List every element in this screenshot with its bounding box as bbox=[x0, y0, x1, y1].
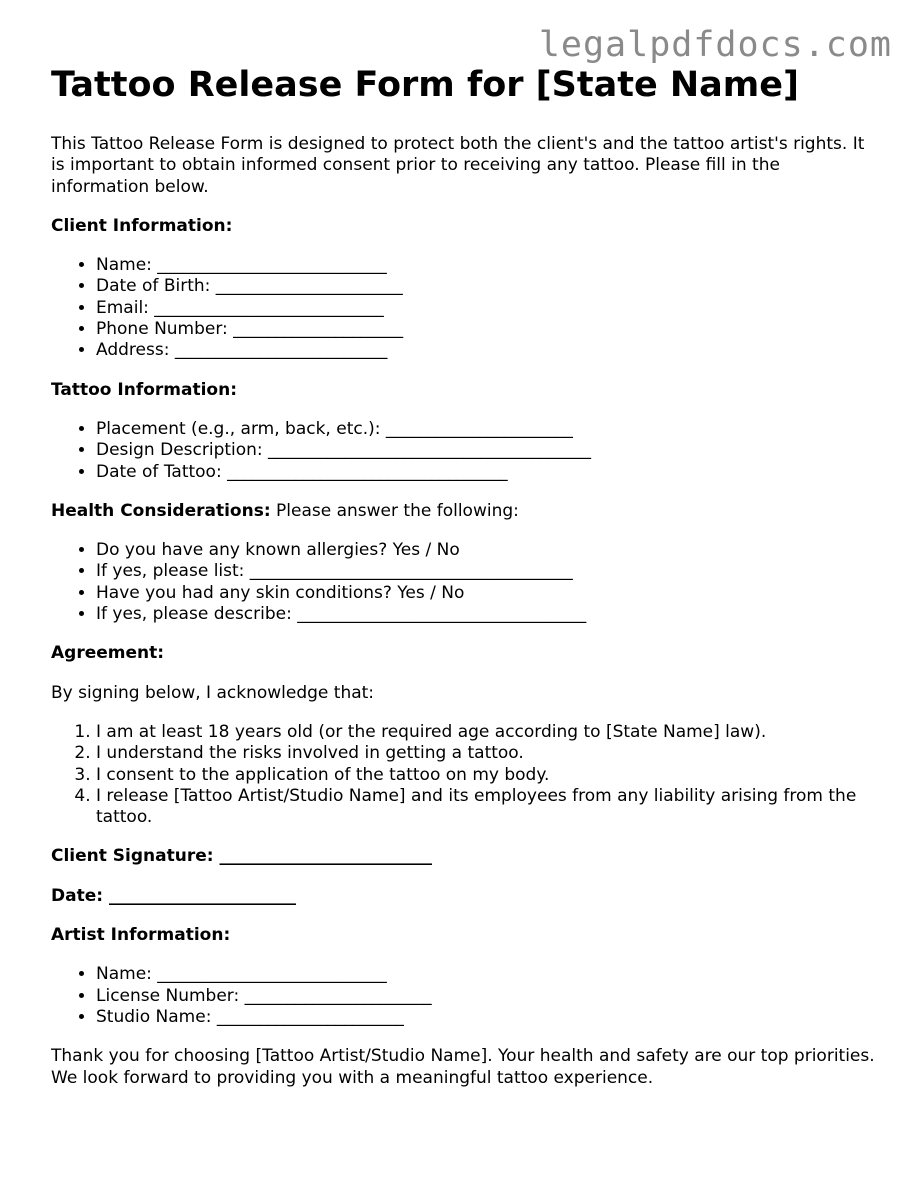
agreement-list bbox=[51, 722, 881, 828]
skin-conditions-question[interactable]: • Have you had any skin conditions? Yes / No bbox=[96, 583, 881, 604]
artist-name-field[interactable]: • Name: ___________________________ bbox=[96, 964, 881, 985]
document-page bbox=[51, 64, 881, 1107]
allergies-question[interactable]: • Do you have any known allergies? Yes / No bbox=[96, 540, 881, 561]
page-title: Tattoo Release Form for [State Name] bbox=[51, 65, 800, 105]
agreement-heading bbox=[51, 643, 881, 664]
health-intro-text: Please answer the following: bbox=[270, 500, 519, 521]
artist-info-heading bbox=[51, 925, 881, 946]
agreement-item: 1. I am at least 18 years old (or the required age according to [State Name] law). bbox=[96, 722, 881, 743]
client-address-field[interactable]: • Address: _________________________ bbox=[96, 340, 881, 361]
health-heading bbox=[51, 501, 881, 522]
health-heading-text: Health Considerations: bbox=[51, 500, 271, 521]
tattoo-info-heading-text: Tattoo Information: bbox=[51, 379, 238, 400]
client-info-list bbox=[51, 255, 881, 361]
closing-paragraph: Thank you for choosing [Tattoo Artist/Studio Name]. Your health and safety are our top priorities. We look forward to providing you with a meaningful tattoo experience. bbox=[51, 1046, 875, 1088]
client-phone-field[interactable]: • Phone Number: ____________________ bbox=[96, 319, 881, 340]
client-signature-text: Client Signature: _________________________ bbox=[51, 846, 432, 867]
tattoo-info-heading bbox=[51, 380, 881, 401]
artist-license-field[interactable]: • License Number: ______________________ bbox=[96, 986, 881, 1007]
tattoo-placement-field[interactable]: • Placement (e.g., arm, back, etc.): ______________________ bbox=[96, 419, 881, 440]
health-list bbox=[51, 540, 881, 625]
client-signature-line[interactable] bbox=[51, 846, 881, 867]
client-dob-field[interactable]: • Date of Birth: ______________________ bbox=[96, 276, 881, 297]
skin-conditions-field[interactable]: • If yes, please describe: __________________________________ bbox=[96, 604, 881, 625]
agreement-item: 3. I consent to the application of the tattoo on my body. bbox=[96, 765, 881, 786]
intro-paragraph: This Tattoo Release Form is designed to protect both the client's and the tattoo artist's rights. It is important to obtain informed consent prior to receiving any tattoo. Please fill in the information below. bbox=[51, 134, 865, 197]
client-info-heading bbox=[51, 216, 881, 237]
tattoo-info-list bbox=[51, 419, 881, 483]
client-info-heading-text: Client Information: bbox=[51, 215, 233, 236]
client-email-field[interactable]: • Email: ___________________________ bbox=[96, 298, 881, 319]
artist-info-list bbox=[51, 964, 881, 1028]
agreement-item: 2. I understand the risks involved in getting a tattoo. bbox=[96, 743, 881, 764]
client-name-field[interactable]: • Name: ___________________________ bbox=[96, 255, 881, 276]
watermark: legalpdfdocs.com bbox=[538, 25, 892, 65]
allergies-list-field[interactable]: • If yes, please list: ______________________________________ bbox=[96, 561, 881, 582]
artist-info-heading-text: Artist Information: bbox=[51, 925, 231, 946]
signature-date-line[interactable] bbox=[51, 886, 881, 907]
agreement-heading-text: Agreement: bbox=[51, 643, 165, 664]
agreement-item: 4. I release [Tattoo Artist/Studio Name] and its employees from any liability arising from the tattoo. bbox=[96, 786, 881, 829]
agreement-intro: By signing below, I acknowledge that: bbox=[51, 682, 375, 703]
tattoo-date-field[interactable]: • Date of Tattoo: _________________________________ bbox=[96, 462, 881, 483]
artist-studio-field[interactable]: • Studio Name: ______________________ bbox=[96, 1007, 881, 1028]
signature-date-text: Date: ______________________ bbox=[51, 885, 296, 906]
tattoo-design-field[interactable]: • Design Description: ______________________________________ bbox=[96, 440, 881, 461]
